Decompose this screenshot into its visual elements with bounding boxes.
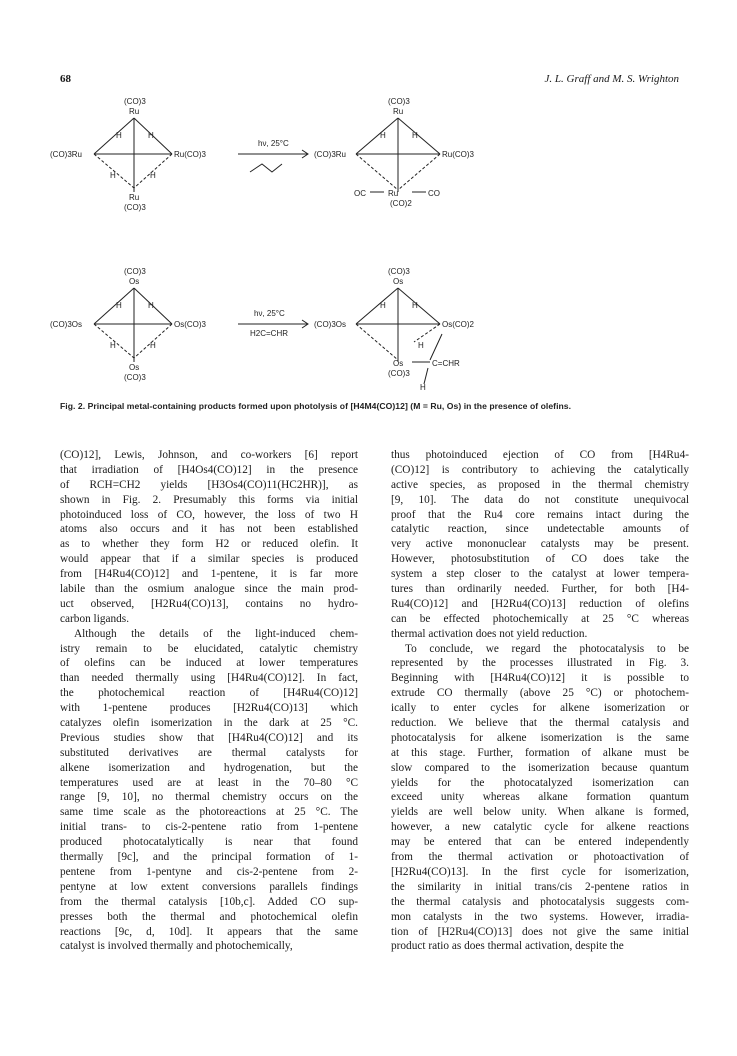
text-line: from the thermal activation or photoactivation of — [391, 851, 689, 864]
ru-product-h1: H — [380, 131, 386, 140]
text-line: thus photoinduced ejection of CO from [H4Ru4- — [391, 449, 689, 461]
text-line: (CO)12] is contributory to achieving the catalytically — [391, 463, 689, 476]
text-line: ically to enter cycles for alkene isomerization or — [391, 702, 689, 715]
text-line: shown in Fig. 2. Presumably this forms via initial — [60, 493, 358, 506]
os-product-left: (CO)3Os — [314, 320, 346, 329]
text-line: catalyzes olefin isomerization in the dark at 25 °C. — [60, 717, 358, 730]
text-line: proof that the Ru4 core remains intact during the — [391, 508, 689, 521]
text-line: presses both the thermal and photochemical olefin — [60, 910, 358, 923]
text-line: pentyne at low extent conversions parallels findings — [60, 880, 358, 893]
os-product-h1: H — [380, 301, 386, 310]
os-product-top: (CO)3 — [388, 267, 410, 276]
text-line: mon catalysts in the two systems. However, irradia- — [391, 910, 689, 923]
os-product-h3: H — [418, 341, 424, 350]
ru-reactant-top-metal: Ru — [129, 107, 140, 116]
text-line: with 1-pentene produces [H2Ru4(CO)13] which — [60, 702, 358, 715]
text-line: produced photocatalytically is near that found — [60, 836, 358, 849]
text-line: tures than ordinarily needed. Further, for both [H4- — [391, 583, 689, 596]
ru-reactant-left: (CO)3Ru — [50, 150, 83, 159]
ru-product-co-left: OC — [354, 189, 366, 198]
text-line: exceed unity whereas alkane formation quantum — [391, 791, 689, 804]
text-line: active species, as proposed in the thermal chemistry — [391, 478, 689, 491]
text-line: labile than the osmium analogue since the main prod- — [60, 583, 358, 596]
os-product-top-metal: Os — [393, 277, 404, 286]
figure-scheme — [50, 92, 690, 392]
os-product-right: Os(CO)2 — [442, 320, 474, 329]
ru-product-bottom: (CO)2 — [390, 199, 412, 208]
text-line: photoinduced loss of CO, however, the loss of two H — [60, 508, 358, 521]
text-line: product ratio as does thermal activation, despite the — [391, 940, 624, 953]
ru-product-left: (CO)3Ru — [314, 150, 347, 159]
text-line: substituted derivatives are thermal catalysts for — [60, 746, 358, 759]
os-product-vinyl: C=CHR — [432, 359, 460, 368]
text-line: uct observed, [H2Ru4(CO)13], contains no hydro- — [60, 597, 358, 610]
text-line: slow compared to the isomerization because quantum — [391, 761, 689, 774]
text-line: same time scale as the photoreactions at 25 °C. The — [60, 806, 358, 819]
text-line: from [H4Ru4(CO)12] and 1-pentene, it is far more — [60, 568, 358, 581]
arrow-2-label-bottom: H2C=CHR — [250, 329, 289, 338]
text-line: thermally [9c], and the principal formation of 1- — [60, 851, 358, 864]
os-product-bottom-metal: Os — [393, 359, 404, 368]
right-column — [391, 448, 689, 954]
text-line: system a step closer to the catalyst at lower tempera- — [391, 568, 689, 581]
text-line: extrude CO thermally (above 25 °C) or photochem- — [391, 687, 689, 700]
text-line: as to whether they form H2 or reduced olefin. It — [60, 538, 358, 551]
text-line: initial trans- to cis-2-pentene ratio from 1-pentene — [60, 821, 358, 834]
ru-reactant-h1: H — [116, 131, 122, 140]
arrow-2-label-top: hν, 25°C — [254, 309, 285, 318]
text-line: pentene from 1-pentyne and cis-2-pentene from 2- — [60, 865, 358, 878]
text-line: [9, 10]. The data do not constitute unequivocal — [391, 493, 689, 506]
text-line: [H2Ru4(CO)13]. In the first cycle for isomerization, — [391, 865, 689, 878]
os-reactant-bottom-metal: Os — [129, 363, 140, 372]
ru-reactant-h4: H — [150, 171, 156, 180]
os-reactant-bottom: (CO)3 — [124, 373, 146, 382]
text-line: of olefins can be induced at lower temperatures — [60, 657, 358, 670]
text-line: the photochemical reaction of [H4Ru4(CO)12] — [60, 687, 358, 700]
text-line: the thermal catalysis and photocatalysis suggests com- — [391, 895, 689, 908]
ru-product-top: (CO)3 — [388, 97, 410, 106]
ru-reactant-bottom-metal: Ru — [129, 193, 140, 202]
text-line: represented by the processes illustrated in Fig. 3. — [391, 657, 689, 670]
ru-reactant-right: Ru(CO)3 — [174, 150, 207, 159]
text-line: catalyst is involved thermally and photochemically, — [60, 940, 293, 953]
text-line: istry remain to be elucidated, catalytic chemistry — [60, 642, 358, 655]
running-head: J. L. Graff and M. S. Wrighton — [544, 73, 679, 85]
text-line: yields for the photocatalyzed isomerization can — [391, 776, 689, 789]
text-line: photocatalysis for alkene isomerization is the same — [391, 731, 689, 744]
text-line: Beginning with [H4Ru4(CO)12] it is possible to — [391, 672, 689, 685]
ru-product-right: Ru(CO)3 — [442, 150, 475, 159]
figure-caption: Fig. 2. Principal metal-containing products formed upon photolysis of [H4M4(CO)12] (M = Ru, Os) in the presence of olefins. — [60, 401, 572, 411]
os-reactant-top-metal: Os — [129, 277, 140, 286]
ru-reactant-h2: H — [148, 131, 154, 140]
ru-product-co-right: CO — [428, 189, 440, 198]
text-line: reduction. We believe that the thermal catalysis and — [391, 717, 689, 730]
ru-reactant-top: (CO)3 — [124, 97, 146, 106]
ru-product-h2: H — [412, 131, 418, 140]
text-line: would appear that if a similar species is produced — [60, 553, 358, 566]
text-line: yields are well below unity. When alkane is formed, — [391, 806, 689, 819]
os-reactant-top: (CO)3 — [124, 267, 146, 276]
text-line: can be effected photochemically at 25 °C whereas — [391, 612, 689, 625]
ru-product-top-metal: Ru — [393, 107, 404, 116]
text-line: at this stage. Further, formation of alkane must be — [391, 746, 689, 759]
left-column — [60, 448, 358, 954]
ru-product-bottom-metal: Ru — [388, 189, 399, 198]
text-line: reactions [9c, d, 10d]. It appears that the same — [60, 925, 358, 938]
os-product-bottom: (CO)3 — [388, 369, 410, 378]
text-line: alkene isomerization and hydrogenation, but the — [60, 761, 358, 774]
text-line: Although the details of the light-induced chem- — [74, 627, 358, 640]
ru-reactant-h3: H — [110, 171, 116, 180]
os-reactant-left: (CO)3Os — [50, 320, 82, 329]
text-line: may be entered that can be entered independently — [391, 836, 689, 849]
text-line: atoms also occurs and it has not been established — [60, 523, 358, 536]
text-line: (CO)12], Lewis, Johnson, and co-workers [6] report — [60, 449, 358, 461]
os-reactant-h2: H — [148, 301, 154, 310]
os-reactant-right: Os(CO)3 — [174, 320, 206, 329]
text-line: Previous studies show that [H4Ru4(CO)12] and its — [60, 731, 358, 744]
text-line: thermal activation does not yield reduction. — [391, 627, 588, 640]
text-line: However, photosubstitution of CO does take the — [391, 553, 689, 566]
ru-reactant-bottom: (CO)3 — [124, 203, 146, 212]
scheme-svg — [50, 92, 690, 392]
text-line: very active mononuclear catalysts may be present. — [391, 538, 689, 551]
os-reactant-h3: H — [110, 341, 116, 350]
arrow-1-label: hν, 25°C — [258, 139, 289, 148]
text-line: carbon ligands. — [60, 612, 130, 625]
os-product-h4: H — [420, 383, 426, 392]
text-line: temperatures used are at least in the 70–80 °C — [60, 776, 358, 789]
text-line: Ru4(CO)12] and [H2Ru4(CO)13] reduction of olefins — [391, 597, 689, 610]
text-line: To conclude, we regard the photocatalysis to be — [405, 642, 689, 655]
os-reactant-h4: H — [150, 341, 156, 350]
os-product-h2: H — [412, 301, 418, 310]
text-line: catalytic reaction, since undetectable amounts of — [391, 523, 689, 536]
os-reactant-h1: H — [116, 301, 122, 310]
text-line: range [9, 10], no thermal chemistry occurs on the — [60, 791, 358, 804]
text-line: than needed thermally using [H4Ru4(CO)12]. In fact, — [60, 672, 358, 685]
page-number: 68 — [60, 73, 71, 85]
text-line: of RCH=CH2 yields [H3Os4(CO)11(HC2HR)], as — [60, 478, 358, 491]
text-line: from the thermal catalysis [10b,c]. Added CO sup- — [60, 895, 358, 908]
text-line: however, a new catalytic cycle for alkene reactions — [391, 821, 689, 834]
text-line: the similarity in initial trans/cis 2-pentene ratios in — [391, 880, 689, 893]
text-line: tion of [H2Ru4(CO)13] does not give the same initial — [391, 925, 689, 938]
text-line: that irradiation of [H4Os4(CO)12] in the presence — [60, 463, 358, 476]
